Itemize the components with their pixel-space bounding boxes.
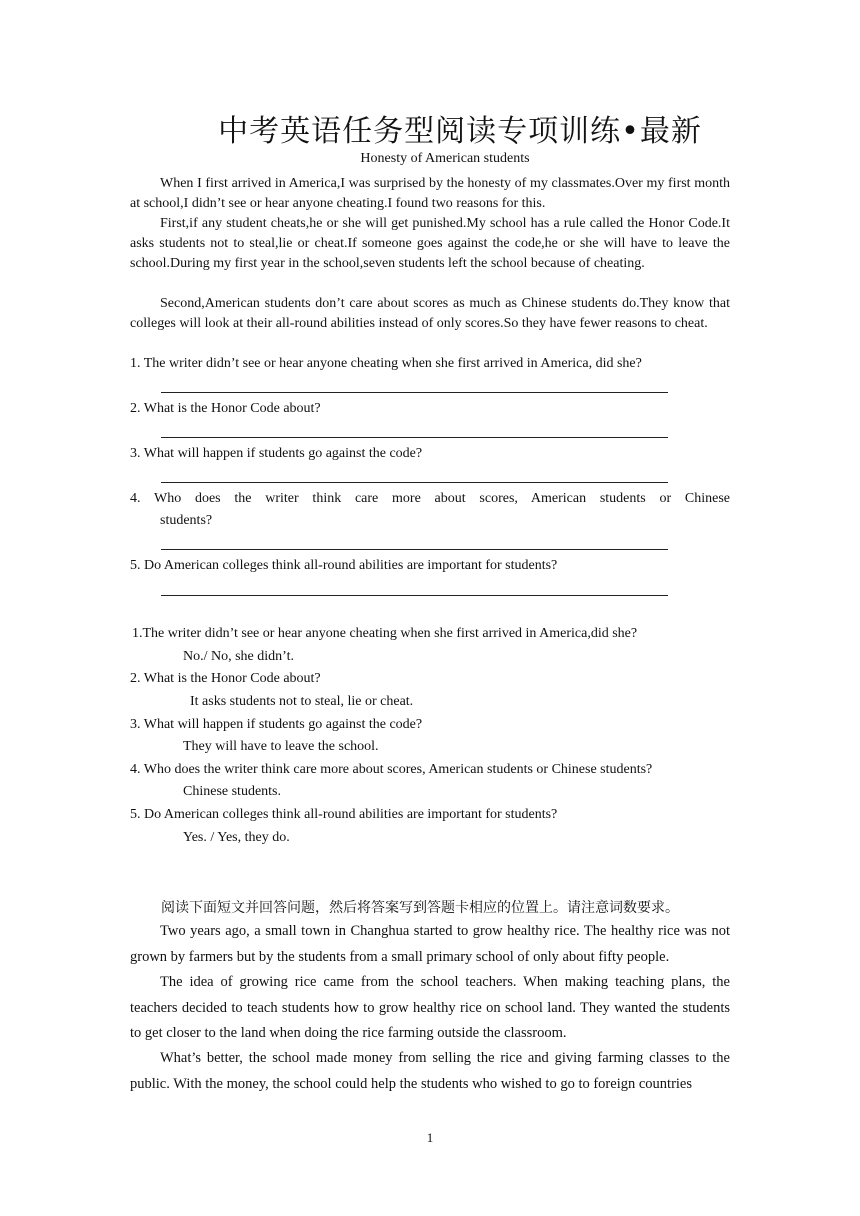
question-3: 3. What will happen if students go against the code? xyxy=(130,446,423,461)
answer-line xyxy=(161,392,668,393)
answer-line xyxy=(161,595,668,596)
passage-paragraph: The idea of growing rice came from the school teachers. When making teaching plans, the teachers decided to teach students how to grow healthy rice on school land. They wanted the students to get closer to the land when doing the rice farming outside the classroom. xyxy=(130,974,730,1041)
instruction-text: 阅读下面短文并回答问题，然后将答案写到答题卡相应的位置上。请注意词数要求。 xyxy=(161,900,679,916)
passage-paragraph: First,if any student cheats,he or she will get punished.My school has a rule called the Honor Code.It asks students not to steal,lie or cheat.If someone goes against the code,he or she will have to leave the school.During my first year in the school,seven students left the school because of cheating. xyxy=(130,216,730,271)
question-2: 2. What is the Honor Code about? xyxy=(130,401,321,416)
answer-line xyxy=(161,549,668,550)
answer-question-5: 5. Do American colleges think all-round abilities are important for students? xyxy=(130,807,558,822)
answer-question-2: 2. What is the Honor Code about? xyxy=(130,671,321,686)
answer-question-3: 3. What will happen if students go against the code? xyxy=(130,717,423,732)
question-4-continued: students? xyxy=(160,513,213,528)
answer-1: No./ No, she didn’t. xyxy=(183,649,294,664)
page-number: 1 xyxy=(426,1130,434,1145)
page-title: 中考英语任务型阅读专项训练•最新 xyxy=(218,114,702,149)
answer-5: Yes. / Yes, they do. xyxy=(183,830,290,845)
answer-line xyxy=(161,482,668,483)
passage-paragraph: When I first arrived in America,I was surprised by the honesty of my classmates.Over my first month at school,I didn’t see or hear anyone cheating.I found two reasons for this. xyxy=(130,176,730,211)
answer-question-4: 4. Who does the writer think care more about scores, American students or Chinese students? xyxy=(130,762,653,777)
passage-paragraph: Two years ago, a small town in Changhua started to grow healthy rice. The healthy rice was not grown by farmers but by the students from a small primary school of only about fifty people. xyxy=(130,923,730,965)
answer-2: It asks students not to steal, lie or cheat. xyxy=(190,694,414,709)
question-5: 5. Do American colleges think all-round abilities are important for students? xyxy=(130,558,558,573)
passage-paragraph: Second,American students don’t care about scores as much as Chinese students do.They know that colleges will look at their all-round abilities instead of only scores.So they have fewer reasons to cheat. xyxy=(130,296,730,331)
answer-3: They will have to leave the school. xyxy=(183,739,379,754)
question-1: 1. The writer didn’t see or hear anyone cheating when she first arrived in America, did she? xyxy=(130,356,642,371)
answer-question-1: 1.The writer didn’t see or hear anyone cheating when she first arrived in America,did she? xyxy=(132,626,638,641)
answer-4: Chinese students. xyxy=(183,784,281,799)
answer-line xyxy=(161,437,668,438)
passage-heading: Honesty of American students xyxy=(360,151,530,166)
question-4: 4. Who does the writer think care more about scores, American students or Chinese xyxy=(130,491,730,506)
passage-paragraph: What’s better, the school made money from selling the rice and giving farming classes to the public. With the money, the school could help the students who wished to go to foreign countries xyxy=(130,1050,730,1092)
